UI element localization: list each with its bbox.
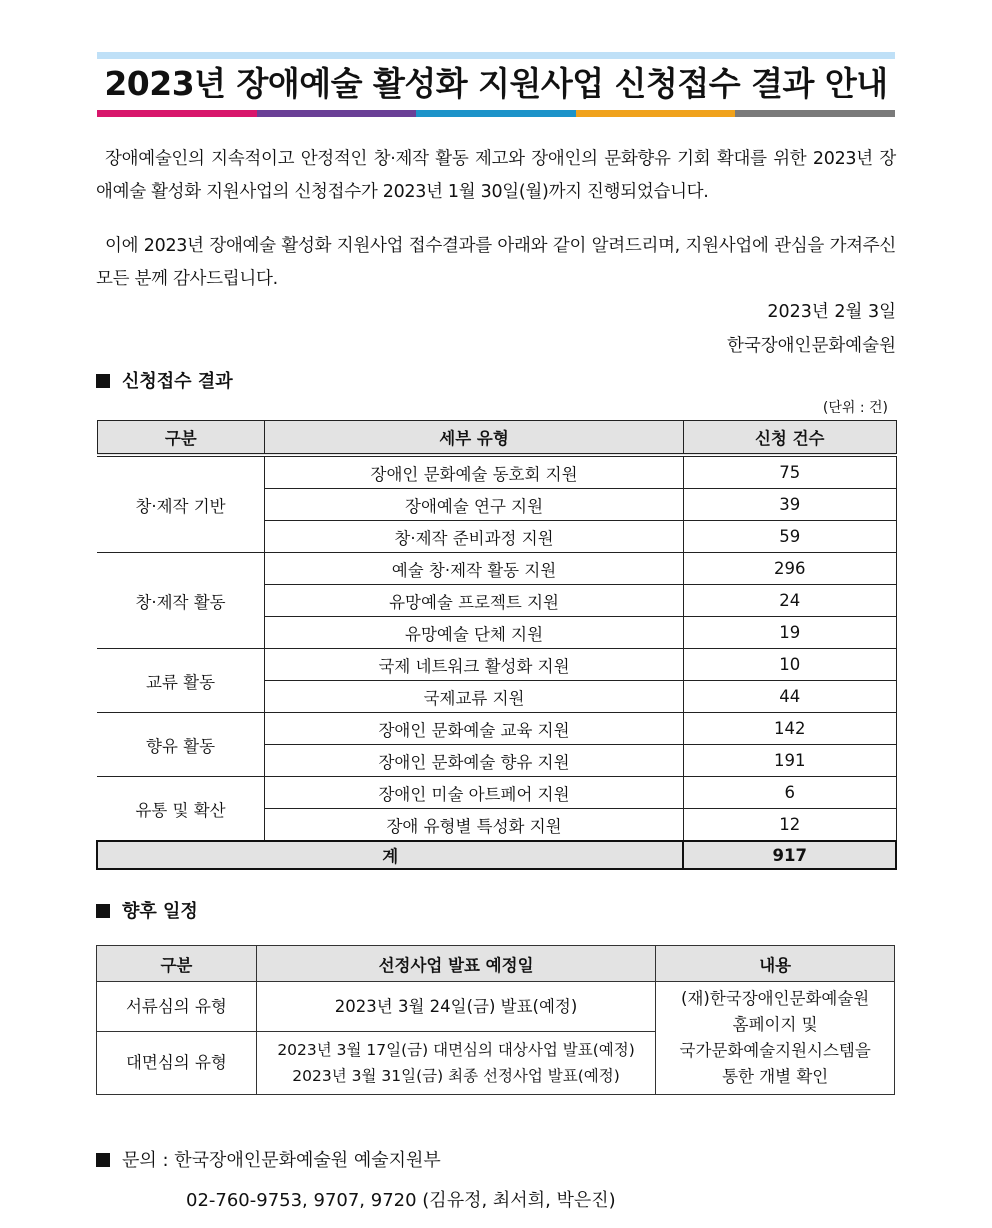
unit-label: (단위 : 건) [822, 400, 888, 416]
table-row [97, 455, 896, 489]
table-row [97, 649, 896, 681]
type-cell: 국제 네트워크 활성화 지원 [265, 649, 684, 681]
schedule-date-cell: 2023년 3월 24일(금) 발표(예정) [256, 982, 655, 1032]
intro-text-1: 장애예술인의 지속적이고 안정적인 창·제작 활동 제고와 장애인의 문화향유 기회 확대를 위한 2023년 장애예술 활성화 지원사업의 신청접수가 2023년 1월 30일(월)까지 진행되었습니다. [96, 149, 896, 202]
total-label: 계 [97, 841, 683, 869]
count-cell: 12 [683, 809, 896, 842]
schedule-header-category: 구분 [97, 946, 257, 982]
type-cell: 국제교류 지원 [265, 681, 684, 713]
total-value: 917 [683, 841, 896, 869]
count-cell: 142 [683, 713, 896, 745]
section-title-results [96, 368, 233, 396]
category-cell: 창·제작 활동 [97, 553, 265, 649]
count-cell: 296 [683, 553, 896, 585]
schedule-content-cell [656, 982, 895, 1095]
type-cell: 창·제작 준비과정 지원 [265, 521, 684, 553]
section-title-schedule [96, 898, 198, 926]
issuing-organization: 한국장애인문화예술원 [726, 336, 896, 356]
results-section-label: 신청접수 결과 [122, 371, 233, 392]
title-top-bar [97, 52, 895, 59]
type-cell: 장애인 문화예술 향유 지원 [265, 745, 684, 777]
category-cell: 교류 활동 [97, 649, 265, 713]
content-line: 홈페이지 및 [732, 1015, 818, 1034]
type-cell: 예술 창·제작 활동 지원 [265, 553, 684, 585]
type-cell: 장애인 미술 아트페어 지원 [265, 777, 684, 809]
table-row [97, 777, 896, 809]
schedule-date-line: 2023년 3월 17일(금) 대면심의 대상사업 발표(예정) [277, 1041, 635, 1059]
count-cell: 19 [683, 617, 896, 649]
bar-segment-2 [257, 110, 417, 117]
category-cell: 향유 활동 [97, 713, 265, 777]
notice-date: 2023년 2월 3일 [767, 302, 896, 322]
schedule-date-cell [256, 1032, 655, 1095]
square-bullet-icon [96, 1153, 110, 1167]
schedule-header-date: 선정사업 발표 예정일 [256, 946, 655, 982]
type-cell: 유망예술 단체 지원 [265, 617, 684, 649]
content-line: 통한 개별 확인 [722, 1067, 829, 1086]
count-cell: 10 [683, 649, 896, 681]
type-cell: 장애인 문화예술 동호회 지원 [265, 455, 684, 489]
header-type: 세부 유형 [265, 421, 684, 456]
header-category: 구분 [97, 421, 265, 456]
category-cell: 유통 및 확산 [97, 777, 265, 842]
title-bottom-bar [97, 110, 895, 117]
count-cell: 59 [683, 521, 896, 553]
intro-paragraph-2 [96, 230, 896, 296]
bar-segment-4 [576, 110, 736, 117]
contact-label: 문의 : 한국장애인문화예술원 예술지원부 [122, 1150, 441, 1171]
contact-line [96, 1146, 441, 1176]
schedule-header-row [97, 946, 895, 982]
page-title: 2023년 장애예술 활성화 지원사업 신청접수 결과 안내 [104, 64, 888, 103]
count-cell: 6 [683, 777, 896, 809]
results-header-row [97, 421, 896, 456]
count-cell: 24 [683, 585, 896, 617]
type-cell: 장애인 문화예술 교육 지원 [265, 713, 684, 745]
bar-segment-1 [97, 110, 257, 117]
results-table [96, 420, 897, 870]
table-row [97, 982, 895, 1032]
schedule-header-content: 내용 [656, 946, 895, 982]
square-bullet-icon [96, 374, 110, 388]
contact-phone: 02-760-9753, 9707, 9720 (김유정, 최서희, 박은진) [186, 1190, 616, 1211]
table-row [97, 713, 896, 745]
bar-segment-5 [735, 110, 895, 117]
bar-segment-3 [416, 110, 576, 117]
count-cell: 39 [683, 489, 896, 521]
schedule-table [96, 945, 895, 1095]
count-cell: 191 [683, 745, 896, 777]
schedule-section-label: 향후 일정 [122, 901, 198, 922]
schedule-date-line: 2023년 3월 31일(금) 최종 선정사업 발표(예정) [292, 1067, 620, 1085]
type-cell: 유망예술 프로젝트 지원 [265, 585, 684, 617]
square-bullet-icon [96, 904, 110, 918]
content-line: (재)한국장애인문화예술원 [681, 989, 870, 1008]
category-cell: 창·제작 기반 [97, 455, 265, 553]
table-row [97, 553, 896, 585]
total-row [97, 841, 896, 869]
schedule-type-cell: 서류심의 유형 [97, 982, 257, 1032]
count-cell: 75 [683, 455, 896, 489]
content-line: 국가문화예술지원시스템을 [679, 1041, 871, 1060]
header-count: 신청 건수 [683, 421, 896, 456]
intro-paragraph-1 [96, 143, 896, 209]
count-cell: 44 [683, 681, 896, 713]
type-cell: 장애 유형별 특성화 지원 [265, 809, 684, 842]
intro-text-2: 이에 2023년 장애예술 활성화 지원사업 접수결과를 아래와 같이 알려드리며, 지원사업에 관심을 가져주신 모든 분께 감사드립니다. [96, 236, 896, 289]
schedule-type-cell: 대면심의 유형 [97, 1032, 257, 1095]
type-cell: 장애예술 연구 지원 [265, 489, 684, 521]
